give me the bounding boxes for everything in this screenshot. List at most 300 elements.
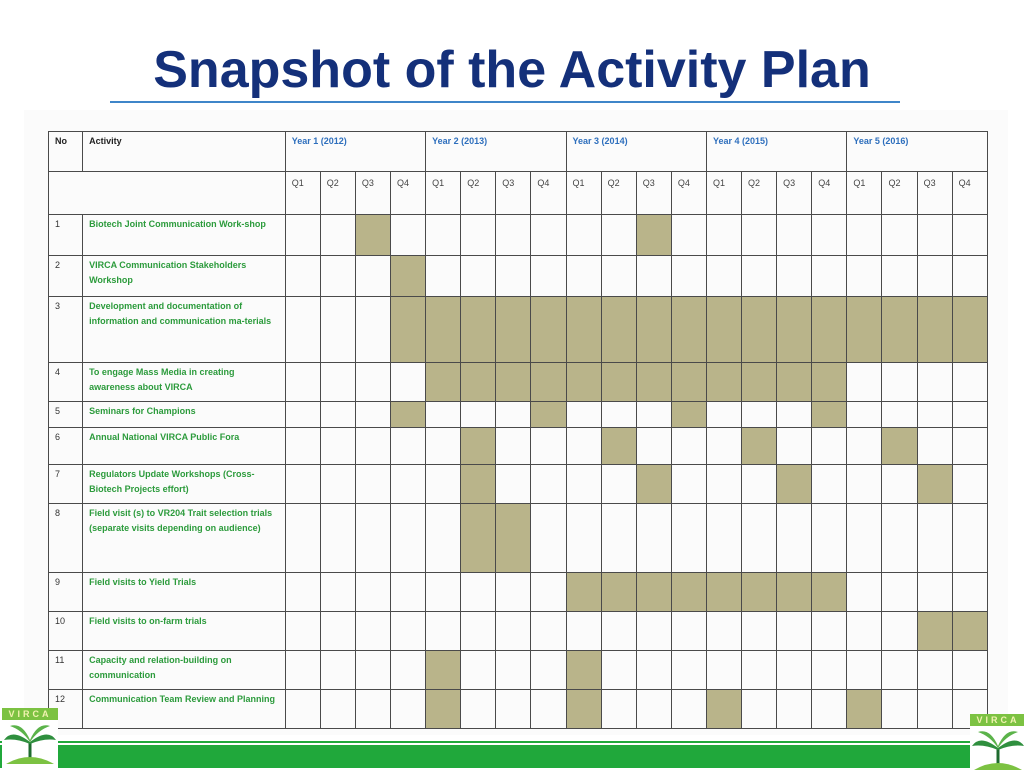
quarter-cell xyxy=(355,612,390,651)
activity-name: VIRCA Communication Stakeholders Workshop xyxy=(83,256,286,297)
quarter-cell xyxy=(531,504,566,573)
quarter-cell xyxy=(285,402,320,428)
scheduled-quarter-cell xyxy=(531,363,566,402)
quarter-cell xyxy=(461,690,496,729)
quarter-cell xyxy=(671,215,706,256)
quarter-cell xyxy=(882,651,917,690)
quarter-cell xyxy=(320,297,355,363)
scheduled-quarter-cell xyxy=(601,363,636,402)
quarter-cell xyxy=(285,465,320,504)
scheduled-quarter-cell xyxy=(777,465,812,504)
scheduled-quarter-cell xyxy=(812,573,847,612)
quarter-cell xyxy=(320,690,355,729)
scheduled-quarter-cell xyxy=(706,297,741,363)
quarter-cell xyxy=(636,690,671,729)
quarter-cell xyxy=(390,573,425,612)
quarter-cell xyxy=(426,612,461,651)
quarter-cell xyxy=(636,402,671,428)
quarter-cell xyxy=(390,690,425,729)
scheduled-quarter-cell xyxy=(671,363,706,402)
quarter-cell xyxy=(706,428,741,465)
quarter-cell xyxy=(566,612,601,651)
scheduled-quarter-cell xyxy=(847,297,882,363)
quarter-cell xyxy=(426,465,461,504)
quarter-cell xyxy=(742,465,777,504)
quarter-cell xyxy=(882,504,917,573)
table-row xyxy=(49,215,988,256)
row-number: 4 xyxy=(49,363,83,402)
quarter-cell xyxy=(496,215,531,256)
footer-band xyxy=(0,745,1024,768)
quarter-cell xyxy=(285,363,320,402)
scheduled-quarter-cell xyxy=(636,215,671,256)
scheduled-quarter-cell xyxy=(355,215,390,256)
scheduled-quarter-cell xyxy=(531,402,566,428)
scheduled-quarter-cell xyxy=(390,297,425,363)
table-row xyxy=(49,428,988,465)
table-row xyxy=(49,465,988,504)
activity-name: Annual National VIRCA Public Fora xyxy=(83,428,286,465)
row-number: 10 xyxy=(49,612,83,651)
quarter-label: Q3 xyxy=(917,172,952,215)
quarter-cell xyxy=(320,504,355,573)
row-number: 8 xyxy=(49,504,83,573)
quarter-cell xyxy=(706,651,741,690)
quarter-cell xyxy=(566,256,601,297)
quarter-cell xyxy=(952,504,987,573)
quarter-cell xyxy=(355,256,390,297)
quarter-cell xyxy=(601,256,636,297)
quarter-cell xyxy=(706,402,741,428)
scheduled-quarter-cell xyxy=(636,465,671,504)
scheduled-quarter-cell xyxy=(426,297,461,363)
quarter-cell xyxy=(461,215,496,256)
quarter-cell xyxy=(847,612,882,651)
quarter-cell xyxy=(355,573,390,612)
scheduled-quarter-cell xyxy=(917,612,952,651)
scheduled-quarter-cell xyxy=(917,297,952,363)
quarter-cell xyxy=(636,428,671,465)
quarter-label: Q3 xyxy=(777,172,812,215)
quarter-cell xyxy=(706,256,741,297)
activity-name: Regulators Update Workshops (Cross-Biotech Projects effort) xyxy=(83,465,286,504)
quarter-cell xyxy=(742,215,777,256)
quarter-cell xyxy=(847,651,882,690)
quarter-cell xyxy=(777,651,812,690)
scheduled-quarter-cell xyxy=(812,363,847,402)
activity-name: Field visit (s) to VR204 Trait selection trials (separate visits depending on audience) xyxy=(83,504,286,573)
quarter-cell xyxy=(671,612,706,651)
quarter-cell xyxy=(812,256,847,297)
scheduled-quarter-cell xyxy=(496,363,531,402)
quarter-cell xyxy=(847,428,882,465)
scheduled-quarter-cell xyxy=(461,428,496,465)
quarter-cell xyxy=(777,690,812,729)
row-number: 12 xyxy=(49,690,83,729)
quarter-cell xyxy=(952,573,987,612)
quarter-cell xyxy=(531,573,566,612)
scheduled-quarter-cell xyxy=(917,465,952,504)
quarter-cell xyxy=(355,297,390,363)
quarter-cell xyxy=(777,504,812,573)
scheduled-quarter-cell xyxy=(777,363,812,402)
quarter-cell xyxy=(355,402,390,428)
quarter-cell xyxy=(285,612,320,651)
quarter-cell xyxy=(742,612,777,651)
scheduled-quarter-cell xyxy=(742,573,777,612)
scheduled-quarter-cell xyxy=(496,504,531,573)
quarter-label: Q4 xyxy=(531,172,566,215)
quarter-cell xyxy=(777,256,812,297)
scheduled-quarter-cell xyxy=(601,428,636,465)
quarter-cell xyxy=(355,651,390,690)
table-row xyxy=(49,256,988,297)
quarter-cell xyxy=(882,573,917,612)
quarter-cell xyxy=(320,402,355,428)
quarter-cell xyxy=(426,215,461,256)
quarter-cell xyxy=(461,651,496,690)
quarter-cell xyxy=(355,363,390,402)
quarter-cell xyxy=(601,612,636,651)
scheduled-quarter-cell xyxy=(601,573,636,612)
quarter-cell xyxy=(461,402,496,428)
quarter-label: Q2 xyxy=(882,172,917,215)
quarter-cell xyxy=(426,504,461,573)
quarter-cell xyxy=(496,465,531,504)
scheduled-quarter-cell xyxy=(777,573,812,612)
quarter-cell xyxy=(812,612,847,651)
scheduled-quarter-cell xyxy=(531,297,566,363)
quarter-label: Q3 xyxy=(496,172,531,215)
quarter-cell xyxy=(531,215,566,256)
table-row xyxy=(49,363,988,402)
quarter-cell xyxy=(777,612,812,651)
scheduled-quarter-cell xyxy=(671,573,706,612)
quarter-cell xyxy=(882,612,917,651)
quarter-cell xyxy=(461,573,496,612)
table-row xyxy=(49,573,988,612)
quarter-cell xyxy=(882,402,917,428)
scheduled-quarter-cell xyxy=(706,690,741,729)
quarter-label: Q2 xyxy=(742,172,777,215)
quarter-cell xyxy=(426,402,461,428)
quarter-cell xyxy=(496,573,531,612)
quarter-cell xyxy=(390,612,425,651)
quarter-cell xyxy=(882,256,917,297)
quarter-cell xyxy=(952,651,987,690)
header-year-5: Year 5 (2016) xyxy=(847,132,988,172)
quarter-cell xyxy=(917,215,952,256)
quarter-cell xyxy=(952,402,987,428)
quarter-cell xyxy=(812,651,847,690)
quarter-label: Q2 xyxy=(320,172,355,215)
header-year-1: Year 1 (2012) xyxy=(285,132,425,172)
quarter-header-row xyxy=(49,172,988,215)
quarter-cell xyxy=(812,215,847,256)
quarter-cell xyxy=(566,428,601,465)
quarter-cell xyxy=(285,297,320,363)
quarter-cell xyxy=(952,256,987,297)
quarter-cell xyxy=(496,256,531,297)
scheduled-quarter-cell xyxy=(566,297,601,363)
scheduled-quarter-cell xyxy=(461,504,496,573)
quarter-cell xyxy=(496,690,531,729)
row-number: 1 xyxy=(49,215,83,256)
quarter-cell xyxy=(320,651,355,690)
quarter-cell xyxy=(636,651,671,690)
quarter-cell xyxy=(777,428,812,465)
quarter-cell xyxy=(812,690,847,729)
scheduled-quarter-cell xyxy=(742,428,777,465)
quarter-cell xyxy=(917,651,952,690)
quarter-cell xyxy=(285,573,320,612)
scheduled-quarter-cell xyxy=(706,573,741,612)
quarter-cell xyxy=(917,402,952,428)
scheduled-quarter-cell xyxy=(671,297,706,363)
quarter-cell xyxy=(320,256,355,297)
row-number: 2 xyxy=(49,256,83,297)
quarter-cell xyxy=(390,651,425,690)
slide-title: Snapshot of the Activity Plan xyxy=(153,41,871,99)
quarter-cell xyxy=(285,651,320,690)
quarter-cell xyxy=(917,573,952,612)
table-header-row xyxy=(49,132,988,172)
quarter-label: Q1 xyxy=(847,172,882,215)
quarter-label: Q3 xyxy=(636,172,671,215)
footer-rule xyxy=(0,741,1024,743)
quarter-cell xyxy=(531,612,566,651)
quarter-cell xyxy=(847,465,882,504)
quarter-cell xyxy=(812,428,847,465)
table-row xyxy=(49,297,988,363)
quarter-cell xyxy=(882,690,917,729)
quarter-cell xyxy=(671,428,706,465)
quarter-cell xyxy=(285,256,320,297)
plant-leaf-icon xyxy=(2,720,58,768)
quarter-cell xyxy=(601,690,636,729)
quarter-label: Q3 xyxy=(355,172,390,215)
row-number: 5 xyxy=(49,402,83,428)
quarter-label: Q2 xyxy=(601,172,636,215)
table-row xyxy=(49,690,988,729)
quarter-cell xyxy=(917,256,952,297)
quarter-cell xyxy=(390,428,425,465)
quarter-cell xyxy=(812,504,847,573)
virca-logo-right xyxy=(970,714,1024,774)
quarter-cell xyxy=(636,504,671,573)
quarter-cell xyxy=(496,402,531,428)
quarter-cell xyxy=(355,465,390,504)
scheduled-quarter-cell xyxy=(706,363,741,402)
header-no: No xyxy=(49,132,83,172)
scheduled-quarter-cell xyxy=(461,465,496,504)
quarter-label: Q2 xyxy=(461,172,496,215)
activity-name: To engage Mass Media in creating awareness about VIRCA xyxy=(83,363,286,402)
quarter-cell xyxy=(601,651,636,690)
quarter-cell xyxy=(285,428,320,465)
quarter-cell xyxy=(636,612,671,651)
scheduled-quarter-cell xyxy=(812,402,847,428)
quarter-cell xyxy=(531,256,566,297)
quarter-cell xyxy=(566,215,601,256)
table-row xyxy=(49,612,988,651)
scheduled-quarter-cell xyxy=(671,402,706,428)
activity-name: Field visits to Yield Trials xyxy=(83,573,286,612)
scheduled-quarter-cell xyxy=(601,297,636,363)
quarter-cell xyxy=(601,504,636,573)
quarter-cell xyxy=(636,256,671,297)
quarter-cell xyxy=(671,256,706,297)
quarter-cell xyxy=(531,651,566,690)
quarter-cell xyxy=(426,428,461,465)
quarter-cell xyxy=(847,363,882,402)
quarter-cell xyxy=(671,504,706,573)
activity-name: Communication Team Review and Planning xyxy=(83,690,286,729)
row-number: 11 xyxy=(49,651,83,690)
quarter-cell xyxy=(742,690,777,729)
scheduled-quarter-cell xyxy=(636,363,671,402)
table-row xyxy=(49,651,988,690)
quarter-cell xyxy=(566,504,601,573)
quarter-cell xyxy=(847,573,882,612)
quarter-cell xyxy=(952,465,987,504)
quarter-cell xyxy=(706,465,741,504)
quarter-cell xyxy=(355,504,390,573)
quarter-cell xyxy=(426,256,461,297)
quarter-label: Q4 xyxy=(390,172,425,215)
activity-name: Field visits to on-farm trials xyxy=(83,612,286,651)
quarter-label: Q4 xyxy=(812,172,847,215)
quarter-cell xyxy=(601,215,636,256)
scheduled-quarter-cell xyxy=(390,256,425,297)
quarter-cell xyxy=(320,363,355,402)
quarter-cell xyxy=(601,402,636,428)
quarter-cell xyxy=(952,428,987,465)
table-row xyxy=(49,402,988,428)
quarter-cell xyxy=(531,690,566,729)
quarter-cell xyxy=(952,363,987,402)
virca-logo-left xyxy=(2,708,58,768)
quarter-cell xyxy=(355,690,390,729)
scheduled-quarter-cell xyxy=(882,428,917,465)
quarter-cell xyxy=(320,215,355,256)
quarter-cell xyxy=(812,465,847,504)
activity-name: Development and documentation of information and communication ma-terials xyxy=(83,297,286,363)
quarter-cell xyxy=(882,215,917,256)
quarter-cell xyxy=(917,504,952,573)
quarter-cell xyxy=(706,504,741,573)
quarter-cell xyxy=(426,573,461,612)
scheduled-quarter-cell xyxy=(952,297,987,363)
quarter-cell xyxy=(285,504,320,573)
quarter-cell xyxy=(706,612,741,651)
quarter-cell xyxy=(496,612,531,651)
scheduled-quarter-cell xyxy=(952,612,987,651)
scheduled-quarter-cell xyxy=(636,573,671,612)
quarter-cell xyxy=(320,612,355,651)
logo-wordmark: VIRCA xyxy=(2,708,58,720)
scheduled-quarter-cell xyxy=(742,297,777,363)
row-number: 9 xyxy=(49,573,83,612)
quarter-cell xyxy=(882,363,917,402)
row-number: 6 xyxy=(49,428,83,465)
quarter-cell xyxy=(566,465,601,504)
quarter-cell xyxy=(742,651,777,690)
quarter-cell xyxy=(320,428,355,465)
quarter-cell xyxy=(917,690,952,729)
table-row xyxy=(49,504,988,573)
quarter-cell xyxy=(777,402,812,428)
quarter-cell xyxy=(671,651,706,690)
quarter-cell xyxy=(671,465,706,504)
activity-name: Capacity and relation-building on communication xyxy=(83,651,286,690)
quarter-label: Q1 xyxy=(426,172,461,215)
quarter-cell xyxy=(496,428,531,465)
quarter-label: Q1 xyxy=(566,172,601,215)
quarter-cell xyxy=(531,465,566,504)
scheduled-quarter-cell xyxy=(566,690,601,729)
quarter-header-blank xyxy=(49,172,286,215)
quarter-cell xyxy=(742,402,777,428)
quarter-cell xyxy=(461,256,496,297)
quarter-cell xyxy=(847,256,882,297)
quarter-cell xyxy=(917,363,952,402)
quarter-label: Q1 xyxy=(706,172,741,215)
scheduled-quarter-cell xyxy=(426,651,461,690)
quarter-cell xyxy=(285,215,320,256)
quarter-label: Q1 xyxy=(285,172,320,215)
scheduled-quarter-cell xyxy=(426,363,461,402)
scheduled-quarter-cell xyxy=(882,297,917,363)
activity-name: Seminars for Champions xyxy=(83,402,286,428)
title-underline xyxy=(110,101,900,103)
quarter-cell xyxy=(285,690,320,729)
quarter-cell xyxy=(777,215,812,256)
scheduled-quarter-cell xyxy=(566,651,601,690)
scheduled-quarter-cell xyxy=(566,363,601,402)
logo-wordmark: VIRCA xyxy=(970,714,1024,726)
quarter-cell xyxy=(390,363,425,402)
quarter-cell xyxy=(917,428,952,465)
scheduled-quarter-cell xyxy=(847,690,882,729)
quarter-cell xyxy=(496,651,531,690)
quarter-cell xyxy=(390,465,425,504)
quarter-cell xyxy=(671,690,706,729)
header-year-4: Year 4 (2015) xyxy=(706,132,846,172)
quarter-cell xyxy=(882,465,917,504)
plant-leaf-icon xyxy=(970,726,1024,774)
scheduled-quarter-cell xyxy=(461,363,496,402)
quarter-cell xyxy=(320,573,355,612)
scheduled-quarter-cell xyxy=(390,402,425,428)
quarter-cell xyxy=(566,402,601,428)
row-number: 7 xyxy=(49,465,83,504)
quarter-cell xyxy=(847,504,882,573)
quarter-cell xyxy=(461,612,496,651)
quarter-cell xyxy=(531,428,566,465)
quarter-cell xyxy=(742,256,777,297)
header-activity: Activity xyxy=(83,132,286,172)
activity-name: Biotech Joint Communication Work-shop xyxy=(83,215,286,256)
header-year-2: Year 2 (2013) xyxy=(426,132,566,172)
header-year-3: Year 3 (2014) xyxy=(566,132,706,172)
scheduled-quarter-cell xyxy=(426,690,461,729)
scheduled-quarter-cell xyxy=(496,297,531,363)
quarter-cell xyxy=(706,215,741,256)
quarter-label: Q4 xyxy=(952,172,987,215)
quarter-cell xyxy=(847,402,882,428)
scheduled-quarter-cell xyxy=(777,297,812,363)
